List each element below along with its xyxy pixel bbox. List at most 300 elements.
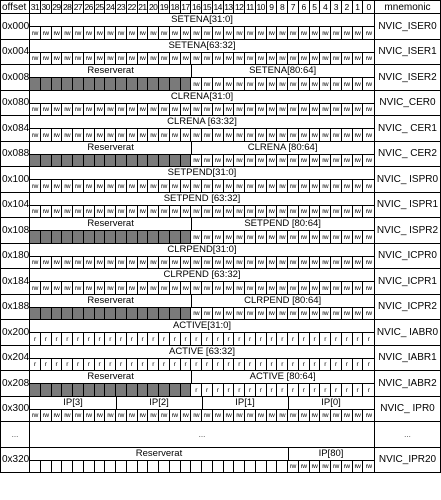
reserved-bit xyxy=(52,308,63,320)
access-bit: rw xyxy=(245,206,256,218)
access-bit: rw xyxy=(267,282,278,294)
access-bit: rw xyxy=(202,282,213,294)
access-bit: rw xyxy=(245,231,256,243)
access-bit: rw xyxy=(105,410,116,422)
access-bit: rw xyxy=(310,282,321,294)
register-mnemonic: NVIC_ CER1 xyxy=(375,116,441,142)
access-bit: rw xyxy=(267,53,278,65)
access-bit: rw xyxy=(310,155,321,167)
access-bit: rw xyxy=(353,53,364,65)
bit-number: 8 xyxy=(277,1,288,13)
reserved-bit xyxy=(73,384,84,396)
mnemonic-header: mnemonic xyxy=(375,0,441,14)
bit-number: 3 xyxy=(331,1,342,13)
access-bit xyxy=(95,461,106,473)
reserved-bit xyxy=(41,78,52,90)
access-bit: rw xyxy=(170,410,181,422)
access-bit: r xyxy=(256,359,267,371)
access-bit: rw xyxy=(353,206,364,218)
access-bit: r xyxy=(342,359,353,371)
access-bit: rw xyxy=(256,257,267,269)
access-bit: r xyxy=(256,333,267,345)
access-bit: rw xyxy=(95,104,106,116)
access-bit: rw xyxy=(191,53,202,65)
access-bit: r xyxy=(181,333,192,345)
field-name: IP[2] xyxy=(149,396,169,408)
register-mnemonic: NVIC_ICPR2 xyxy=(375,295,441,321)
access-bit: rw xyxy=(148,206,159,218)
ellipsis-bits: ... xyxy=(30,422,375,448)
access-bit: rw xyxy=(299,231,310,243)
access-bit: rw xyxy=(213,206,224,218)
access-bit: r xyxy=(191,333,202,345)
access-bits xyxy=(30,104,374,116)
access-bit: rw xyxy=(170,257,181,269)
access-bit: rw xyxy=(41,53,52,65)
access-bit: rw xyxy=(299,129,310,141)
reserved-bit xyxy=(116,78,127,90)
register-mnemonic: NVIC_ISER1 xyxy=(375,40,441,66)
access-bit: r xyxy=(170,359,181,371)
access-bit: rw xyxy=(95,53,106,65)
access-bit: rw xyxy=(116,410,127,422)
access-bit: rw xyxy=(202,155,213,167)
access-bit: rw xyxy=(288,78,299,90)
access-bit: rw xyxy=(30,53,41,65)
bit-number: 25 xyxy=(95,2,104,12)
access-bit: rw xyxy=(191,27,202,39)
access-bit: rw xyxy=(148,53,159,65)
access-bit: rw xyxy=(310,308,321,320)
access-bit: rw xyxy=(310,206,321,218)
field-name: CLRENA [63:32] xyxy=(167,116,237,127)
access-bit: rw xyxy=(342,53,353,65)
access-bit: rw xyxy=(62,180,73,192)
access-bit: r xyxy=(299,333,310,345)
access-bit: r xyxy=(245,384,256,396)
bit-number: 14 xyxy=(213,2,222,12)
access-bit: rw xyxy=(148,27,159,39)
access-bit: rw xyxy=(84,180,95,192)
register-mnemonic: NVIC_ ISPR2 xyxy=(375,218,441,244)
reserved-bit xyxy=(170,231,181,243)
access-bit: rw xyxy=(353,78,364,90)
reserved-bit xyxy=(148,384,159,396)
reserved-bit xyxy=(84,308,95,320)
access-bit: rw xyxy=(256,180,267,192)
access-bit: r xyxy=(224,359,235,371)
access-bit: r xyxy=(116,333,127,345)
bit-number: 11 xyxy=(245,1,256,13)
access-bit: rw xyxy=(159,104,170,116)
bit-number: 26 xyxy=(84,2,93,12)
access-bit: rw xyxy=(202,27,213,39)
access-bit: rw xyxy=(245,308,256,320)
reserved-bit xyxy=(116,155,127,167)
register-offset: 0x100 xyxy=(0,167,30,193)
field-names xyxy=(30,40,374,53)
access-bit: rw xyxy=(267,206,278,218)
field-names xyxy=(30,65,374,78)
access-bit: rw xyxy=(62,206,73,218)
field-name: Reserverat xyxy=(87,65,134,76)
reserved-bit xyxy=(73,308,84,320)
access-bit: rw xyxy=(288,410,299,422)
access-bits xyxy=(30,129,374,141)
access-bit: rw xyxy=(310,27,321,39)
access-bit: rw xyxy=(245,257,256,269)
access-bit: rw xyxy=(202,129,213,141)
access-bit: rw xyxy=(202,78,213,90)
access-bit: rw xyxy=(105,27,116,39)
access-bit: rw xyxy=(116,104,127,116)
access-bit: r xyxy=(95,333,106,345)
bit-number: 22 xyxy=(127,2,136,12)
bit-number: 24 xyxy=(105,2,115,12)
access-bit: rw xyxy=(202,308,213,320)
access-bit: rw xyxy=(288,257,299,269)
access-bit: rw xyxy=(159,257,170,269)
access-bit: rw xyxy=(181,53,192,65)
reserved-bit xyxy=(170,384,181,396)
access-bit: rw xyxy=(331,78,342,90)
access-bit: rw xyxy=(299,410,310,422)
access-bit: rw xyxy=(138,410,149,422)
reserved-bit xyxy=(84,231,95,243)
access-bit: rw xyxy=(331,308,342,320)
access-bit: rw xyxy=(256,53,267,65)
field-names xyxy=(30,346,374,359)
access-bit: rw xyxy=(310,53,321,65)
access-bit: rw xyxy=(288,308,299,320)
reserved-bit xyxy=(30,155,41,167)
access-bit: rw xyxy=(191,206,202,218)
access-bit: rw xyxy=(365,310,372,317)
access-bit: r xyxy=(84,359,95,371)
access-bit: rw xyxy=(213,104,224,116)
field-names xyxy=(30,14,374,27)
access-bit: r xyxy=(95,359,106,371)
reserved-bit xyxy=(95,308,106,320)
access-bit: rw xyxy=(73,257,84,269)
access-bit: r xyxy=(148,333,159,345)
register-offset: 0x204 xyxy=(0,346,30,372)
access-bit: rw xyxy=(365,55,372,62)
access-bit: rw xyxy=(256,129,267,141)
access-bit: rw xyxy=(191,410,202,422)
access-bit: rw xyxy=(116,282,127,294)
access-bit: rw xyxy=(299,155,310,167)
field-names xyxy=(30,244,374,257)
reserved-bit xyxy=(127,384,138,396)
register-fields xyxy=(30,371,375,397)
access-bit: rw xyxy=(224,180,235,192)
access-bit: rw xyxy=(30,180,41,192)
access-bit: rw xyxy=(105,180,116,192)
access-bit: rw xyxy=(245,78,256,90)
register-offset: 0x104 xyxy=(0,193,30,219)
reserved-bit xyxy=(127,308,138,320)
reserved-bit xyxy=(148,308,159,320)
field-name: CLRPEND [80:64] xyxy=(244,294,322,306)
access-bit: rw xyxy=(84,53,95,65)
access-bit: rw xyxy=(52,27,63,39)
access-bit: rw xyxy=(213,257,224,269)
reserved-bit xyxy=(116,384,127,396)
access-bit: rw xyxy=(365,463,372,470)
register-mnemonic: NVIC_IABR2 xyxy=(375,371,441,397)
access-bit: rw xyxy=(127,53,138,65)
access-bit: rw xyxy=(105,282,116,294)
reserved-bit xyxy=(116,231,127,243)
bit-number-header xyxy=(30,0,375,14)
reserved-bit xyxy=(159,384,170,396)
access-bit: rw xyxy=(170,53,181,65)
access-bit: r xyxy=(105,333,116,345)
access-bit: rw xyxy=(288,104,299,116)
access-bit: rw xyxy=(288,461,299,473)
access-bit: r xyxy=(245,359,256,371)
bit-number: 0 xyxy=(366,2,371,12)
access-bit: rw xyxy=(181,180,192,192)
access-bits xyxy=(30,155,374,167)
register-offset: 0x000 xyxy=(0,14,30,40)
access-bit: rw xyxy=(320,27,331,39)
reserved-bit xyxy=(181,231,192,243)
bit-number: 27 xyxy=(73,2,82,12)
field-names xyxy=(30,218,374,231)
access-bit: rw xyxy=(267,104,278,116)
access-bit: rw xyxy=(353,410,364,422)
register-mnemonic: NVIC_IPR20 xyxy=(375,448,441,474)
access-bit: rw xyxy=(191,282,202,294)
access-bit: rw xyxy=(353,257,364,269)
access-bits xyxy=(30,180,374,192)
access-bit: rw xyxy=(277,257,288,269)
access-bit: rw xyxy=(288,282,299,294)
field-name: SETENA[31:0] xyxy=(171,14,233,25)
access-bit: rw xyxy=(159,410,170,422)
access-bits xyxy=(30,410,374,422)
access-bit: r xyxy=(170,333,181,345)
field-name: ACTIVE [63:32] xyxy=(168,345,235,357)
access-bit: rw xyxy=(116,206,127,218)
field-name: Reserverat xyxy=(87,141,134,153)
access-bit: r xyxy=(267,333,278,345)
access-bit: rw xyxy=(84,257,95,269)
field-names xyxy=(30,142,374,155)
access-bit: rw xyxy=(159,53,170,65)
register-fields xyxy=(30,14,375,40)
access-bit: rw xyxy=(365,157,372,164)
access-bit: rw xyxy=(365,182,372,190)
register-offset: 0x188 xyxy=(0,295,30,321)
reserved-bit xyxy=(105,78,116,90)
field-name: IP[80] xyxy=(318,447,344,459)
reserved-bit xyxy=(181,384,192,396)
access-bit: rw xyxy=(331,27,342,39)
access-bit: rw xyxy=(148,257,159,269)
field-names xyxy=(30,371,374,384)
access-bit: rw xyxy=(191,231,202,243)
register-fields xyxy=(30,218,375,244)
access-bit: rw xyxy=(320,53,331,65)
bit-number: 23 xyxy=(116,2,125,12)
access-bit: rw xyxy=(256,78,267,90)
access-bit: r xyxy=(288,333,299,345)
access-bit: rw xyxy=(213,410,224,422)
access-bit: rw xyxy=(365,131,372,139)
access-bit: rw xyxy=(267,410,278,422)
access-bit xyxy=(30,461,41,473)
access-bit: rw xyxy=(52,257,63,269)
bit-number: 4 xyxy=(320,1,331,13)
access-bit: r xyxy=(310,384,321,396)
access-bit: r xyxy=(148,359,159,371)
access-bit: rw xyxy=(41,129,52,141)
access-bit: r xyxy=(224,384,235,396)
access-bit: r xyxy=(202,384,213,396)
field-divider xyxy=(288,448,289,460)
access-bit: r xyxy=(127,359,138,371)
access-bit: rw xyxy=(148,104,159,116)
access-bit: rw xyxy=(105,257,116,269)
access-bits xyxy=(30,333,374,345)
reserved-bit xyxy=(170,308,181,320)
access-bit: r xyxy=(288,384,299,396)
access-bit: rw xyxy=(52,410,63,422)
access-bit: rw xyxy=(138,129,149,141)
access-bit: rw xyxy=(342,282,353,294)
access-bit: r xyxy=(367,335,370,343)
bit-number: 6 xyxy=(299,1,310,13)
access-bit: rw xyxy=(331,231,342,243)
access-bit: r xyxy=(331,384,342,396)
access-bit: rw xyxy=(342,129,353,141)
access-bits xyxy=(30,282,374,294)
access-bit: rw xyxy=(181,410,192,422)
access-bit: rw xyxy=(213,129,224,141)
register-fields xyxy=(30,116,375,142)
access-bit: rw xyxy=(138,282,149,294)
access-bit: rw xyxy=(95,27,106,39)
register-offset: 0x088 xyxy=(0,142,30,168)
offset-header: offset xyxy=(0,0,30,14)
field-name: SETENA[80:64] xyxy=(249,65,317,76)
access-bit: rw xyxy=(365,208,372,215)
access-bit: rw xyxy=(95,257,106,269)
access-bit: rw xyxy=(331,180,342,192)
access-bit: rw xyxy=(138,180,149,192)
access-bit: rw xyxy=(256,308,267,320)
access-bit: rw xyxy=(138,257,149,269)
access-bit xyxy=(105,461,116,473)
access-bit: rw xyxy=(331,155,342,167)
access-bit: rw xyxy=(127,180,138,192)
access-bit: rw xyxy=(245,27,256,39)
bit-number: 13 xyxy=(224,2,233,12)
reserved-bit xyxy=(95,155,106,167)
access-bit: rw xyxy=(170,180,181,192)
field-divider xyxy=(191,371,192,383)
field-name: SETPEND [80:64] xyxy=(244,218,321,229)
reserved-bit xyxy=(84,384,95,396)
access-bit: r xyxy=(202,333,213,345)
access-bit: r xyxy=(41,333,52,345)
access-bit: rw xyxy=(331,257,342,269)
access-bit: rw xyxy=(84,410,95,422)
access-bit: rw xyxy=(288,155,299,167)
access-bit: rw xyxy=(116,257,127,269)
access-bit: rw xyxy=(224,257,235,269)
access-bit: rw xyxy=(288,180,299,192)
access-bit: rw xyxy=(52,180,63,192)
register-fields xyxy=(30,244,375,270)
access-bit: rw xyxy=(320,231,331,243)
access-bit xyxy=(84,461,95,473)
access-bit: rw xyxy=(299,78,310,90)
register-offset: 0x004 xyxy=(0,40,30,66)
reserved-bit xyxy=(138,308,149,320)
access-bit: rw xyxy=(213,155,224,167)
access-bit: rw xyxy=(320,257,331,269)
access-bit: rw xyxy=(73,410,84,422)
access-bit: rw xyxy=(342,180,353,192)
access-bit: rw xyxy=(277,104,288,116)
register-mnemonic: NVIC_CER0 xyxy=(375,91,441,117)
access-bit: r xyxy=(52,333,63,345)
access-bit: rw xyxy=(256,104,267,116)
access-bit: rw xyxy=(191,129,202,141)
access-bit: rw xyxy=(365,80,372,88)
access-bit: r xyxy=(353,333,364,345)
access-bit: rw xyxy=(267,308,278,320)
access-bit: rw xyxy=(320,104,331,116)
reserved-bit xyxy=(159,78,170,90)
access-bit xyxy=(213,461,224,473)
field-names xyxy=(30,193,374,206)
access-bit: rw xyxy=(299,206,310,218)
field-names xyxy=(30,91,374,104)
register-offset: 0x184 xyxy=(0,269,30,295)
reserved-bit xyxy=(84,78,95,90)
access-bit: rw xyxy=(30,282,41,294)
access-bit: rw xyxy=(191,257,202,269)
access-bit: rw xyxy=(331,410,342,422)
access-bit: rw xyxy=(105,206,116,218)
access-bit: r xyxy=(331,333,342,345)
access-bit: rw xyxy=(52,129,63,141)
access-bit: rw xyxy=(310,78,321,90)
access-bit xyxy=(159,461,170,473)
bit-number: 20 xyxy=(148,2,158,12)
access-bits xyxy=(30,206,374,218)
reserved-bit xyxy=(181,78,192,90)
access-bit: rw xyxy=(277,27,288,39)
access-bit: rw xyxy=(30,27,41,39)
access-bit: rw xyxy=(105,104,116,116)
access-bit: rw xyxy=(95,129,106,141)
access-bit: rw xyxy=(224,282,235,294)
access-bit: rw xyxy=(299,27,310,39)
access-bit: rw xyxy=(73,53,84,65)
bit-number: 17 xyxy=(181,2,190,12)
access-bit: rw xyxy=(342,78,353,90)
access-bit: r xyxy=(73,333,84,345)
register-offset: 0x200 xyxy=(0,320,30,346)
access-bit: r xyxy=(299,359,310,371)
access-bit xyxy=(170,461,181,473)
